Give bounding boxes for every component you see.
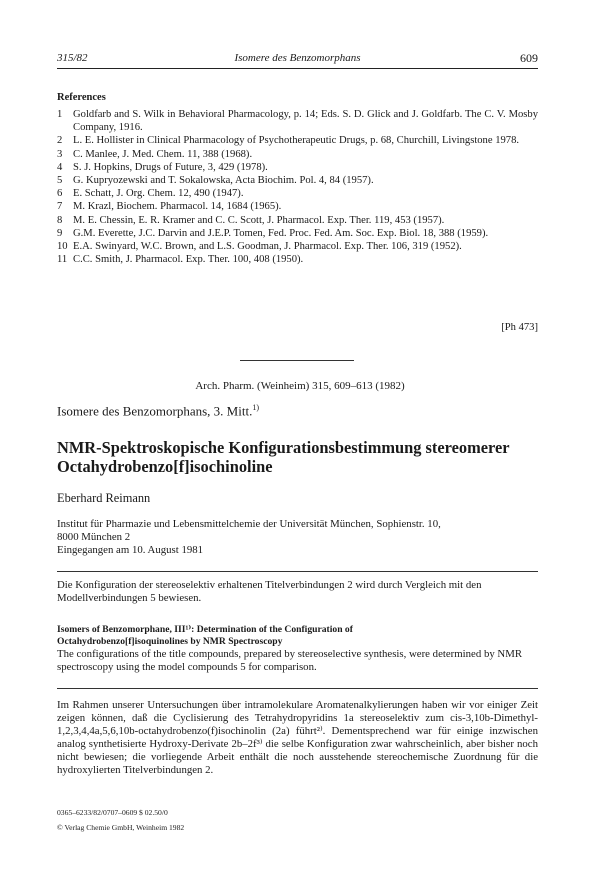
author-name: Eberhard Reimann: [57, 491, 151, 505]
english-title: [57, 624, 538, 648]
abstract-rule-bottom: [57, 688, 538, 689]
reference-item: [57, 148, 538, 161]
section-separator: [240, 360, 354, 361]
reference-text: L. E. Hollister in Clinical Pharmacology of Psychotherapeutic Drugs, p. 68, Churchill, Livingstone 1978.: [73, 135, 520, 147]
article-title: [57, 438, 547, 476]
reference-item: [57, 200, 538, 213]
reference-item: [57, 134, 538, 147]
article-title-line: Octahydrobenzo[f]isochinoline: [57, 457, 273, 476]
article-title-line: NMR-Spektroskopische Konfigurationsbestimmung stereomerer: [57, 438, 510, 457]
series-footnote-mark: 1): [252, 403, 259, 412]
reference-number: 2: [57, 135, 63, 147]
reference-number: 5: [57, 175, 63, 187]
references-heading: References: [57, 92, 106, 103]
header-title: Isomere des Benzomorphans: [234, 52, 361, 64]
footer-code: 0365–6233/82/0707–0609 $ 02.50/0: [57, 808, 168, 817]
reference-item: [57, 227, 538, 240]
reference-text: G.M. Everette, J.C. Darvin and J.E.P. Tomen, Fed. Proc. Fed. Am. Soc. Exp. Biol. 18, 388 (1959).: [73, 227, 489, 239]
abstract-rule-top: [57, 571, 538, 572]
affiliation-line: 8000 München 2: [57, 530, 131, 543]
article-tag: [Ph 473]: [501, 322, 538, 333]
reference-number: 7: [57, 201, 63, 213]
reference-number: 6: [57, 188, 63, 200]
journal-citation: Arch. Pharm. (Weinheim) 315, 609–613 (1982): [195, 380, 405, 392]
affiliation-line: Institut für Pharmazie und Lebensmittelchemie der Universität München, Sophienstr. 10,: [57, 518, 441, 530]
reference-text: S. J. Hopkins, Drugs of Future, 3, 429 (1978).: [73, 161, 268, 173]
reference-text: C.C. Smith, J. Pharmacol. Exp. Ther. 100, 408 (1950).: [73, 254, 304, 266]
english-title-line: Octahydrobenzo[f]isoquinolines by NMR Spectroscopy: [57, 636, 283, 647]
reference-text: C. Manlee, J. Med. Chem. 11, 388 (1968).: [73, 148, 253, 160]
reference-item: [57, 253, 538, 266]
footer-copyright: © Verlag Chemie GmbH, Weinheim 1982: [57, 823, 185, 832]
reference-item: [57, 161, 538, 174]
abstract-english: The configurations of the title compounds, prepared by stereoselective synthesis, were determined by NMR spectroscopy using the model compounds 5 for comparison.: [57, 648, 523, 673]
reference-text: E.A. Swinyard, W.C. Brown, and L.S. Goodman, J. Pharmacol. Exp. Ther. 106, 319 (1952).: [73, 241, 462, 253]
page-number: 609: [520, 51, 538, 65]
body-paragraph: Im Rahmen unserer Untersuchungen über intramolekulare Aromatenalkylierungen haben wir vor einiger Zeit zeigen können, daß die Cyclisierung des Tetrahydropyridins 1a stereoselektiv zum cis-3,10b-Dimethyl-1,2,3,4,4a,5,6,10b-octahydrobenzo(f)isochinolin (2a) führt²⁾. Dementsprechend war für einige inzwischen analog synthetisierte Hydroxy-Derivate 2b–2f³⁾ die selbe Konfiguration zwar wahrscheinlich, aber bisher noch nicht bewiesen; die vorliegende Arbeit enthält die noch ausstehende stereochemische Zuordnung für die hydroxylierten Titelverbindungen 2.: [57, 699, 538, 776]
affiliation: [57, 518, 537, 556]
reference-text: G. Kupryozewski and T. Sokalowska, Acta Biochim. Pol. 4, 84 (1957).: [73, 175, 374, 187]
series-title-text: Isomere des Benzomorphans, 3. Mitt.: [57, 403, 253, 419]
reference-item: [57, 108, 538, 134]
reference-number: 10: [57, 241, 68, 253]
series-title: [57, 403, 259, 419]
reference-number: 9: [57, 227, 63, 239]
reference-item: [57, 214, 538, 227]
reference-item: [57, 240, 538, 253]
reference-number: 3: [57, 148, 63, 160]
reference-number: 4: [57, 161, 63, 173]
reference-number: 8: [57, 214, 63, 226]
references-list: [57, 108, 538, 266]
header-volume: 315/82: [57, 52, 88, 64]
english-title-line: Isomers of Benzomorphane, III¹⁾: Determination of the Configuration of: [57, 624, 353, 635]
reference-text: M. Krazl, Biochem. Pharmacol. 14, 1684 (1965).: [73, 201, 282, 213]
reference-item: [57, 174, 538, 187]
header-rule: [57, 68, 538, 69]
reference-text: E. Schatt, J. Org. Chem. 12, 490 (1947).: [73, 188, 244, 200]
reference-number: 1: [57, 109, 63, 120]
abstract-german: Die Konfiguration der stereoselektiv erhaltenen Titelverbindungen 2 wird durch Vergleich mit den Modellverbindungen 5 bewiesen.: [57, 579, 482, 604]
reference-number: 11: [57, 254, 68, 266]
reference-text: M. E. Chessin, E. R. Kramer and C. C. Scott, J. Pharmacol. Exp. Ther. 119, 453 (1957).: [73, 214, 445, 226]
reference-text: Goldfarb and S. Wilk in Behavioral Pharmacology, p. 14; Eds. S. D. Glick and J. Goldfarb. The C. V. Mosby Company, 1916.: [73, 109, 538, 134]
running-header: [57, 52, 538, 68]
reference-item: [57, 187, 538, 200]
received-date: Eingegangen am 10. August 1981: [57, 543, 204, 556]
